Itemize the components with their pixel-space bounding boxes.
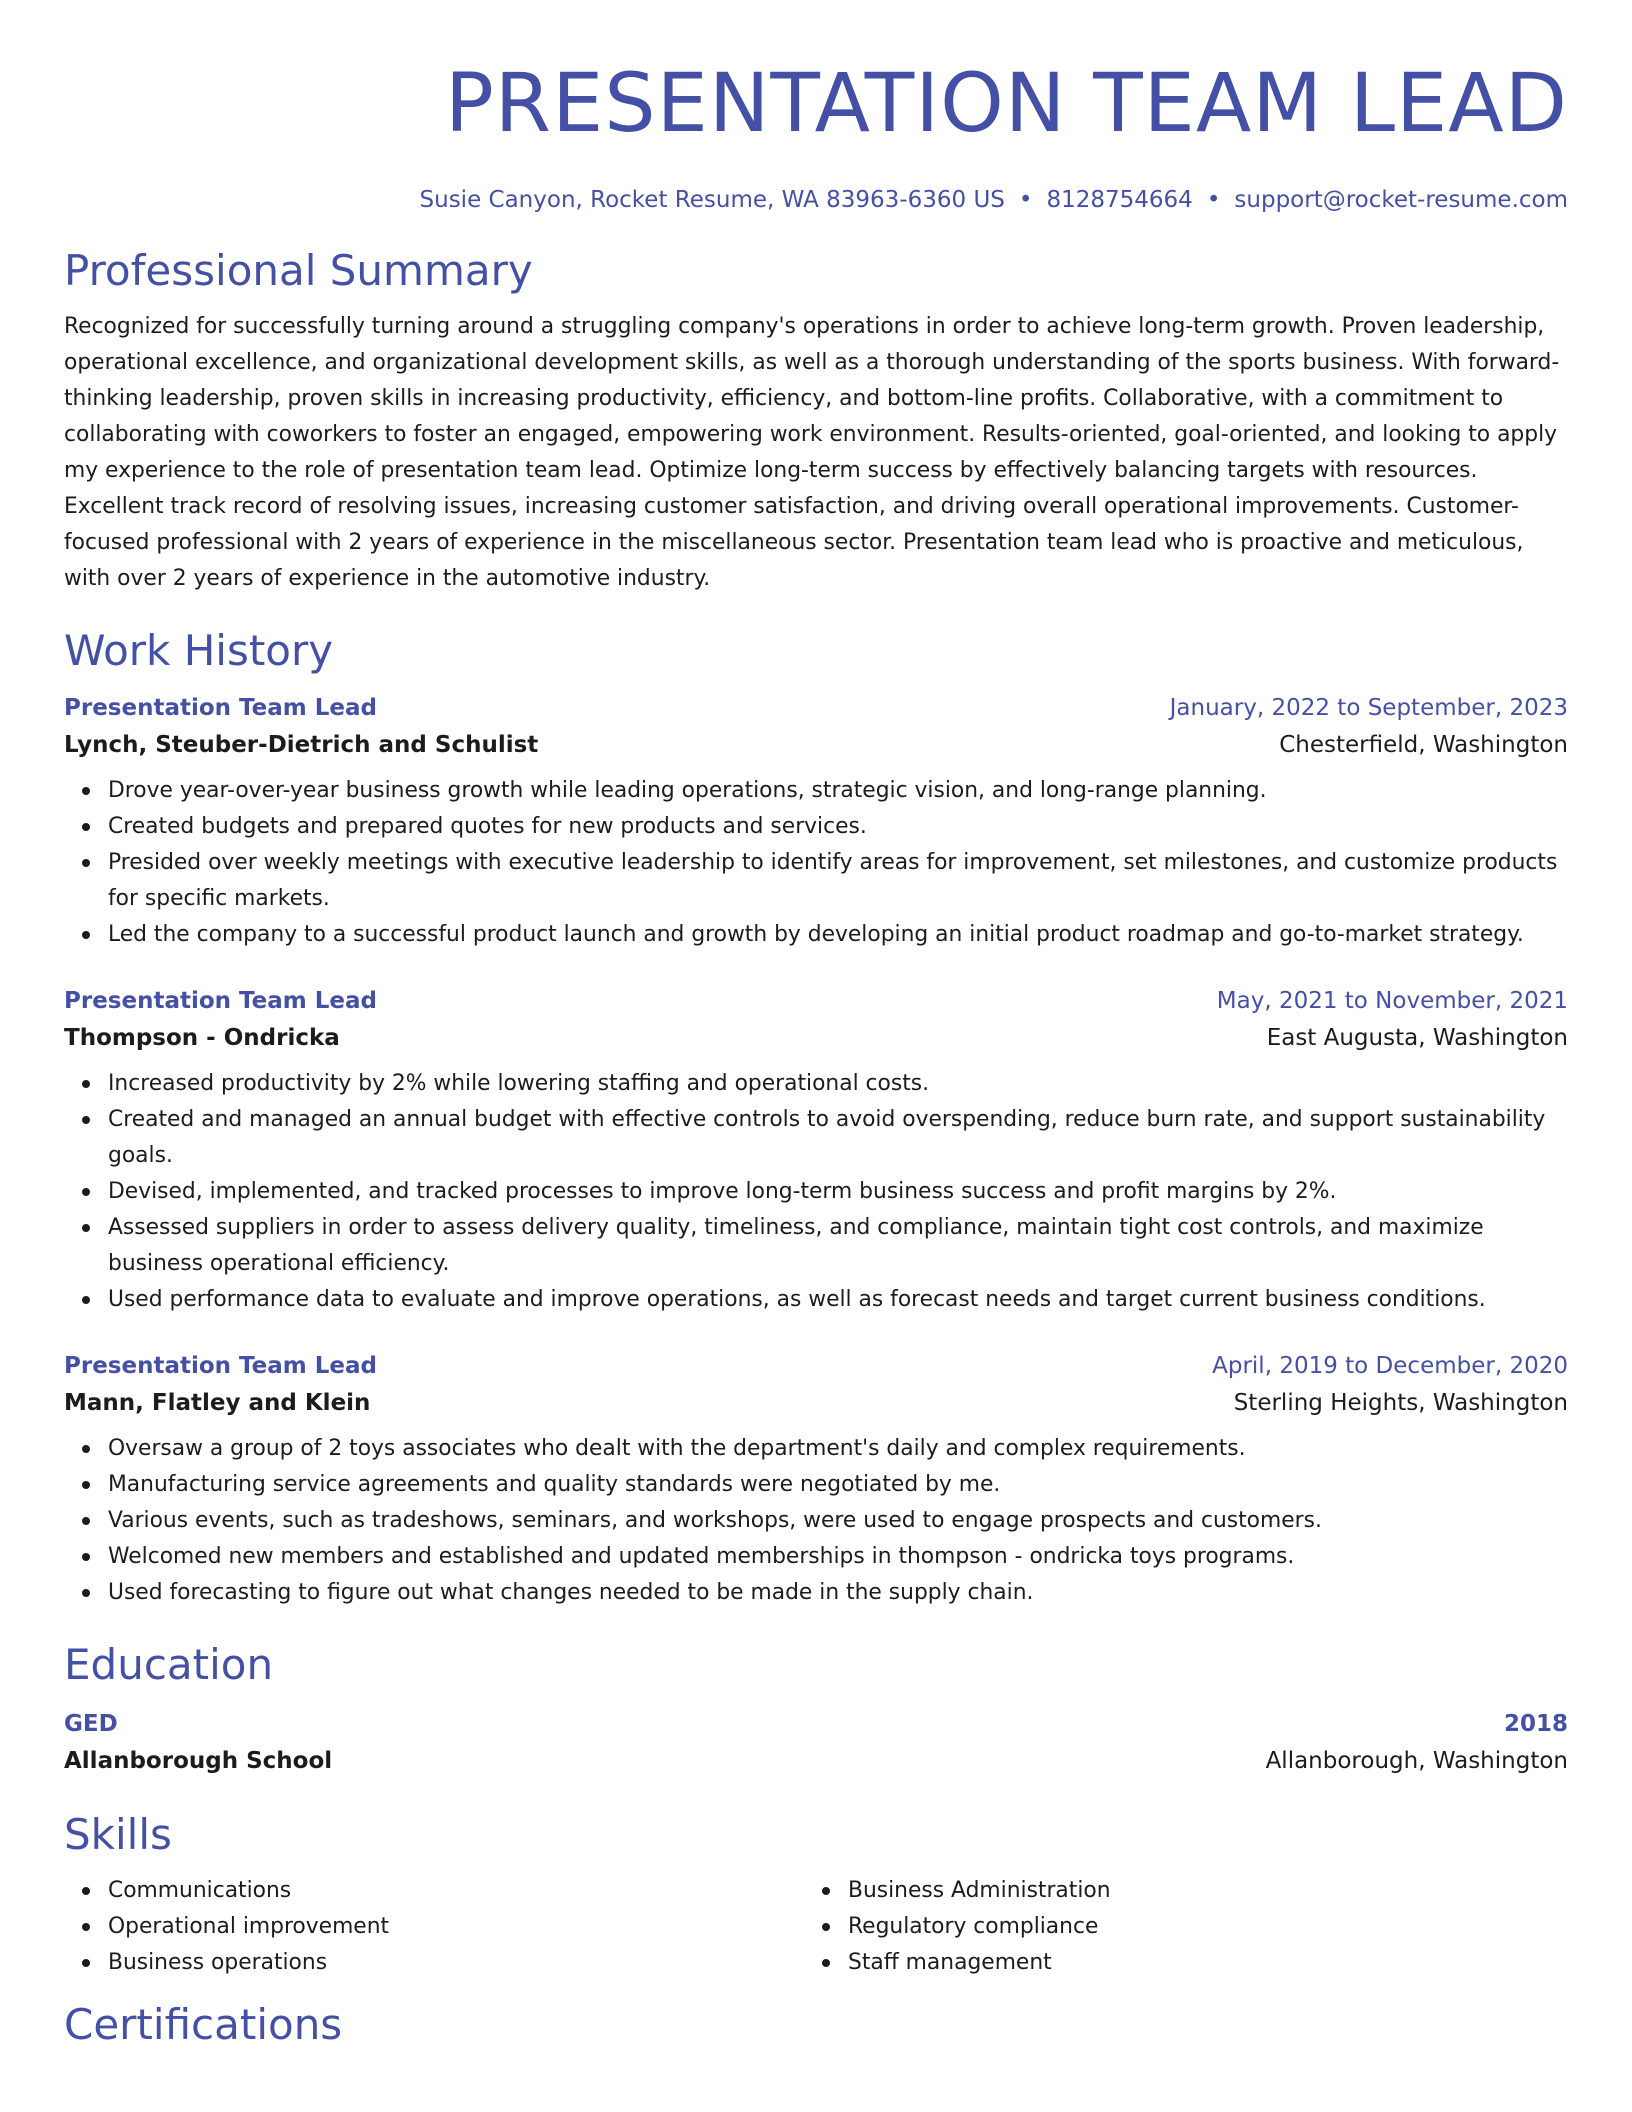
education-school: Allanborough School — [64, 1748, 333, 1774]
job-subheader — [64, 1383, 1568, 1423]
job-header — [64, 691, 1568, 725]
job-dates: May, 2021 to November, 2021 — [1216, 988, 1568, 1014]
job-role: Presentation Team Lead — [64, 1353, 378, 1379]
job-location: East Augusta, Washington — [1266, 1025, 1568, 1051]
job-bullets — [64, 1431, 1568, 1611]
job-bullet: Various events, such as tradeshows, seminars, and workshops, were used to engage prospects and customers. — [108, 1503, 1568, 1539]
skill-item: Regulatory compliance — [848, 1909, 1544, 1945]
job-bullets — [64, 773, 1568, 953]
contact-email: support@rocket-resume.com — [1234, 187, 1568, 213]
job-bullets — [64, 1066, 1568, 1318]
skill-item: Business Administration — [848, 1873, 1544, 1909]
job-bullet: Used performance data to evaluate and improve operations, as well as forecast needs and target current business conditions. — [108, 1282, 1568, 1318]
job-bullet: Oversaw a group of 2 toys associates who dealt with the department's daily and complex requirements. — [108, 1431, 1568, 1467]
section-title-skills: Skills — [64, 1810, 172, 1859]
skill-item: Business operations — [108, 1945, 804, 1981]
section-title-work-history: Work History — [64, 626, 334, 675]
job-location: Chesterfield, Washington — [1279, 732, 1568, 758]
education-location: Allanborough, Washington — [1265, 1748, 1568, 1774]
job-bullet: Welcomed new members and established and updated memberships in thompson - ondricka toys programs. — [108, 1539, 1568, 1575]
job-company: Mann, Flatley and Klein — [64, 1390, 371, 1416]
job-bullet: Created and managed an annual budget with effective controls to avoid overspending, reduce burn rate, and support sustainability goals. — [108, 1102, 1568, 1174]
job-bullet: Assessed suppliers in order to assess delivery quality, timeliness, and compliance, maintain tight cost controls, and maximize business operational efficiency. — [108, 1210, 1568, 1282]
education-degree: GED — [64, 1711, 118, 1737]
job-subheader — [64, 725, 1568, 765]
job-dates: January, 2022 to September, 2023 — [1169, 695, 1568, 721]
job-subheader — [64, 1018, 1568, 1058]
section-title-education: Education — [64, 1640, 274, 1689]
skills-column-right — [804, 1873, 1544, 1981]
summary-text: Recognized for successfully turning around a struggling company's operations in order to achieve long-term growth. Proven leadership, operational excellence, and organizational development skills, as well as a thorough understanding of the sports business. With forward-thinking leadership, proven skills in increasing productivity, efficiency, and bottom-line profits. Collaborative, with a commitment to collaborating with coworkers to foster an engaged, empowering work environment. Results-oriented, goal-oriented, and looking to apply my experience to the role of presentation team lead. Optimize long-term success by effectively balancing targets with resources. Excellent track record of resolving issues, increasing customer satisfaction, and driving overall operational improvements. Customer-focused professional with 2 years of experience in the miscellaneous sector. Presentation team lead who is proactive and meticulous, with over 2 years of experience in the automotive industry. — [64, 314, 1560, 591]
job-bullet: Led the company to a successful product launch and growth by developing an initial product roadmap and go-to-market strategy. — [108, 917, 1568, 953]
job-bullet: Used forecasting to figure out what changes needed to be made in the supply chain. — [108, 1575, 1568, 1611]
skill-item: Operational improvement — [108, 1909, 804, 1945]
skill-item: Communications — [108, 1873, 804, 1909]
contact-phone: 8128754664 — [1046, 187, 1193, 213]
job-location: Sterling Heights, Washington — [1233, 1390, 1568, 1416]
skill-item: Staff management — [848, 1945, 1544, 1981]
job-entry — [64, 1349, 1568, 1611]
resume-title: PRESENTATION TEAM LEAD — [444, 57, 1568, 151]
job-bullet: Manufacturing service agreements and quality standards were negotiated by me. — [108, 1467, 1568, 1503]
job-bullet: Created budgets and prepared quotes for new products and services. — [108, 809, 1568, 845]
skills-column-left — [64, 1873, 804, 1981]
job-role: Presentation Team Lead — [64, 988, 378, 1014]
section-title-summary: Professional Summary — [64, 246, 533, 295]
contact-separator: • — [1206, 187, 1221, 213]
job-dates: April, 2019 to December, 2020 — [1212, 1353, 1568, 1379]
contact-address: Susie Canyon, Rocket Resume, WA 83963-6360 US — [419, 187, 1005, 213]
skills-bullets — [64, 1873, 804, 1981]
education-entry — [64, 1707, 1568, 1781]
job-bullet: Drove year-over-year business growth while leading operations, strategic vision, and long-range planning. — [108, 773, 1568, 809]
skills-bullets — [804, 1873, 1544, 1981]
job-company: Lynch, Steuber-Dietrich and Schulist — [64, 732, 539, 758]
education-subheader — [64, 1741, 1568, 1781]
contact-line — [64, 185, 1568, 215]
job-company: Thompson - Ondricka — [64, 1025, 340, 1051]
job-bullet: Increased productivity by 2% while lowering staffing and operational costs. — [108, 1066, 1568, 1102]
job-bullet: Devised, implemented, and tracked processes to improve long-term business success and profit margins by 2%. — [108, 1174, 1568, 1210]
contact-separator: • — [1018, 187, 1033, 213]
skills-list — [64, 1873, 1568, 1981]
job-bullet: Presided over weekly meetings with executive leadership to identify areas for improvement, set milestones, and customize products for specific markets. — [108, 845, 1568, 917]
job-entry — [64, 691, 1568, 953]
section-title-certifications: Certifications — [64, 2000, 343, 2049]
education-header — [64, 1707, 1568, 1741]
job-header — [64, 984, 1568, 1018]
education-year: 2018 — [1503, 1711, 1568, 1737]
job-header — [64, 1349, 1568, 1383]
job-role: Presentation Team Lead — [64, 695, 378, 721]
job-entry — [64, 984, 1568, 1318]
